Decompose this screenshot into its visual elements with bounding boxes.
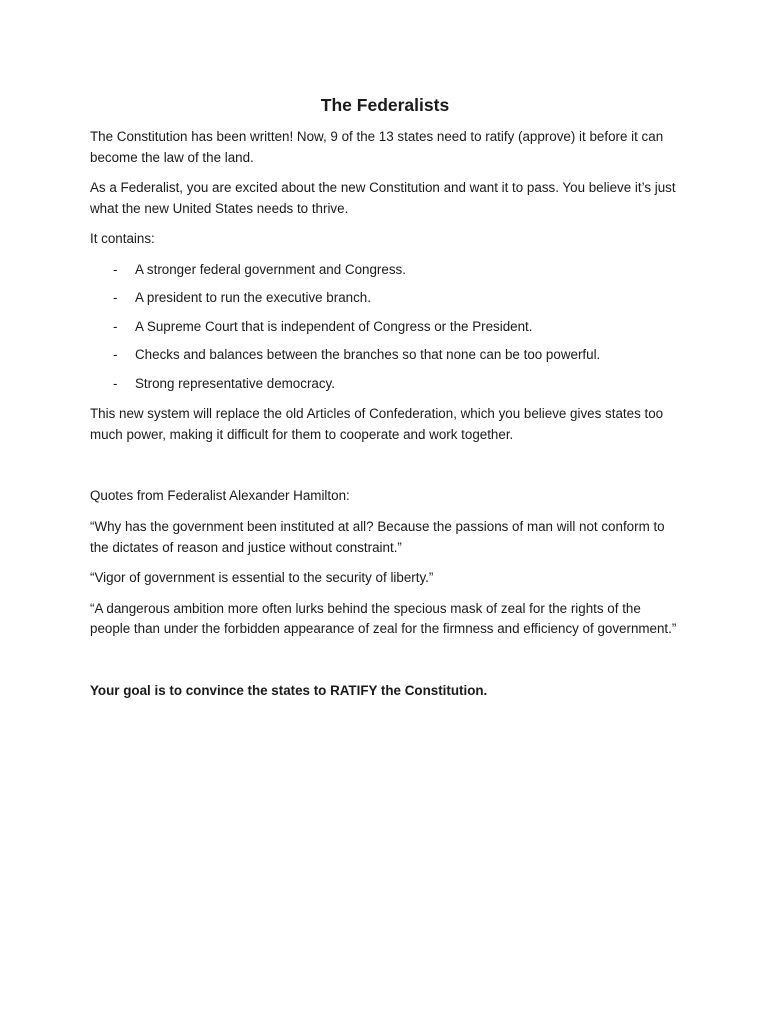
federalist-view-paragraph: As a Federalist, you are excited about the new Constitution and want it to pass. You believe it’s just what the new United States needs to thrive. [90,180,676,216]
list-item-text: A president to run the executive branch. [135,290,371,306]
bullet-dash: - [113,290,118,306]
quote-paragraph: “A dangerous ambition more often lurks behind the specious mask of zeal for the rights of the people than under the forbidden appearance of zeal for the firmness and efficiency of government.” [90,600,677,637]
spacer [90,650,680,681]
list-item-text: A Supreme Court that is independent of Congress or the President. [135,318,533,334]
contents-list [90,260,680,394]
list-item [90,317,680,338]
bullet-dash: - [113,261,118,277]
list-item [90,374,680,395]
list-item [90,260,680,281]
list-item-text: Checks and balances between the branches so that none can be too powerful. [135,347,601,363]
quotes-label: Quotes from Federalist Alexander Hamilton: [90,488,350,504]
quote-paragraph: “Vigor of government is essential to the security of liberty.” [90,570,434,586]
page-title: The Federalists [320,95,450,115]
quote-paragraph: “Why has the government been instituted at all? Because the passions of man will not conform to the dictates of reason and justice without constraint.” [90,518,665,555]
list-item-text: A stronger federal government and Congress. [135,261,406,277]
goal-statement: Your goal is to convince the states to RATIFY the Constitution. [90,682,488,698]
list-item [90,288,680,309]
list-item [90,345,680,366]
contains-label: It contains: [90,231,155,247]
bullet-dash: - [113,318,118,334]
bullet-dash: - [113,347,118,363]
replacement-paragraph: This new system will replace the old Articles of Confederation, which you believe gives states too much power, making it difficult for them to cooperate and work together. [90,406,664,442]
bullet-dash: - [113,375,118,391]
document-page [90,93,680,711]
spacer [90,455,680,486]
intro-paragraph: The Constitution has been written! Now, 9 of the 13 states need to ratify (approve) it before it can become the law of the land. [90,129,664,165]
list-item-text: Strong representative democracy. [135,375,335,391]
